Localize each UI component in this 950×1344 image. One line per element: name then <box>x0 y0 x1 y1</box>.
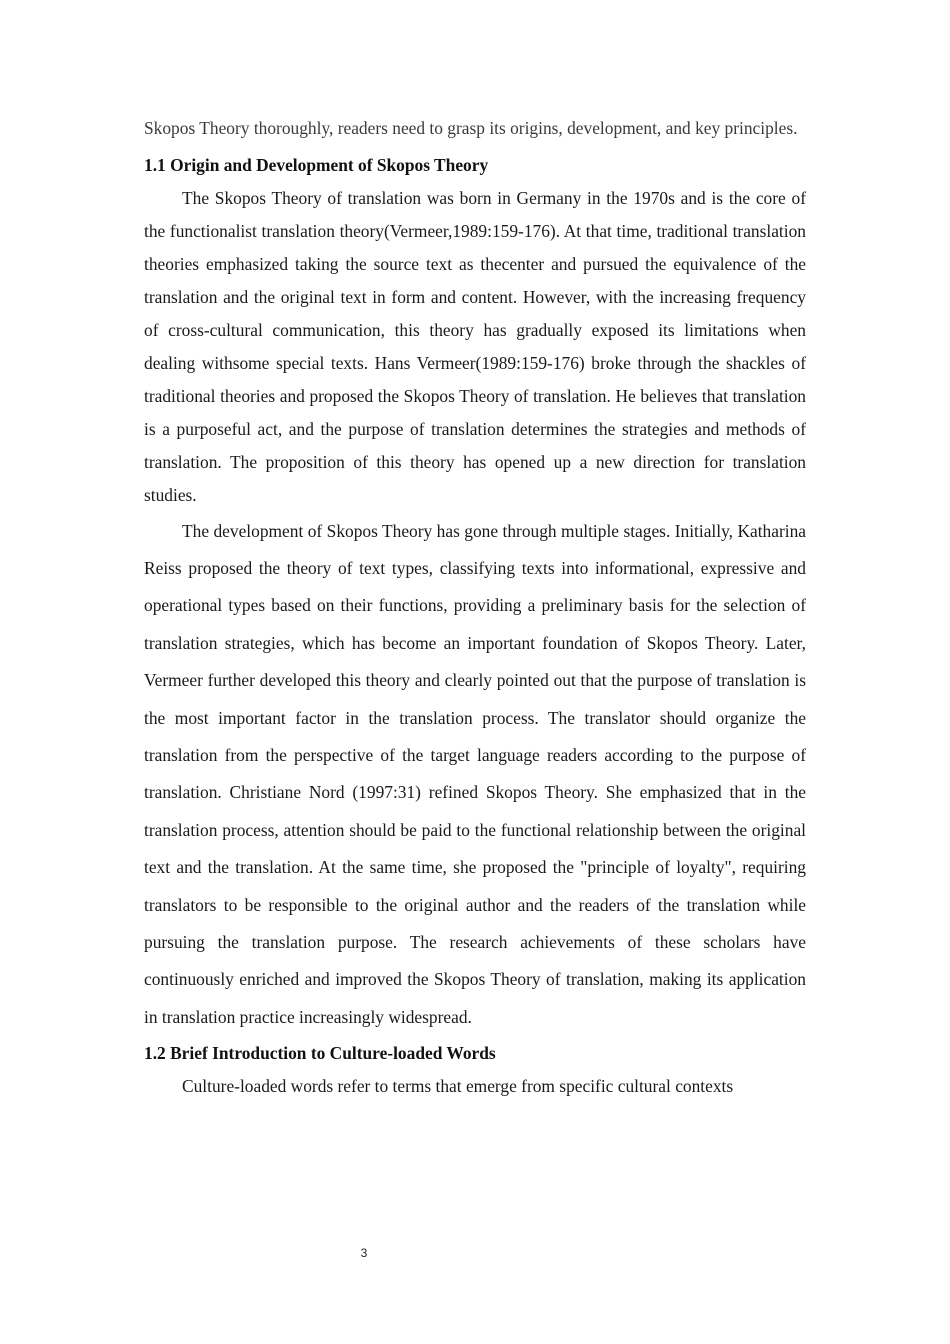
section-heading-1-1: 1.1 Origin and Development of Skopos Theory <box>144 154 489 175</box>
continuation-paragraph: Skopos Theory thoroughly, readers need to grasp its origins, development, and key principles. <box>144 118 798 138</box>
page-number: 3 <box>360 1246 368 1260</box>
culture-loaded-words-paragraph: Culture-loaded words refer to terms that emerge from specific cultural contexts <box>182 1076 734 1097</box>
origin-paragraph: The Skopos Theory of translation was born in Germany in the 1970s and is the core of the functionalist translation theory(Vermeer,1989:159-176). At that time, traditional translation theories emphasized taking the source text as thecenter and pursued the equivalence of the translation and the original text in form and content. However, with the increasing frequency of cross-cultural communication, this theory has gradually exposed its limitations when dealing withsome special texts. Hans Vermeer(1989:159-176) broke through the shackles of traditional theories and proposed the Skopos Theory of translation. He believes that translation is a purposeful act, and the purpose of translation determines the strategies and methods of translation. The proposition of this theory has opened up a new direction for translation studies. <box>144 187 806 505</box>
development-paragraph: The development of Skopos Theory has gone through multiple stages. Initially, Katharina Reiss proposed the theory of text types, classifying texts into informational, expressive and operational types based on their functions, providing a preliminary basis for the selection of translation strategies, which has become an important foundation of Skopos Theory. Later, Vermeer further developed this theory and clearly pointed out that the purpose of translation is the most important factor in the translation process. The translator should organize the translation from the perspective of the target language readers according to the purpose of translation. Christiane Nord (1997:31) refined Skopos Theory. She emphasized that in the translation process, attention should be paid to the functional relationship between the original text and the translation. At the same time, she proposed the "principle of loyalty", requiring translators to be responsible to the original author and the readers of the translation while pursuing the translation purpose. The research achievements of these scholars have continuously enriched and improved the Skopos Theory of translation, making its application in translation practice increasingly widespread. <box>144 520 806 1027</box>
page-body <box>144 110 806 1103</box>
section-heading-1-2: 1.2 Brief Introduction to Culture-loaded Words <box>144 1043 496 1064</box>
